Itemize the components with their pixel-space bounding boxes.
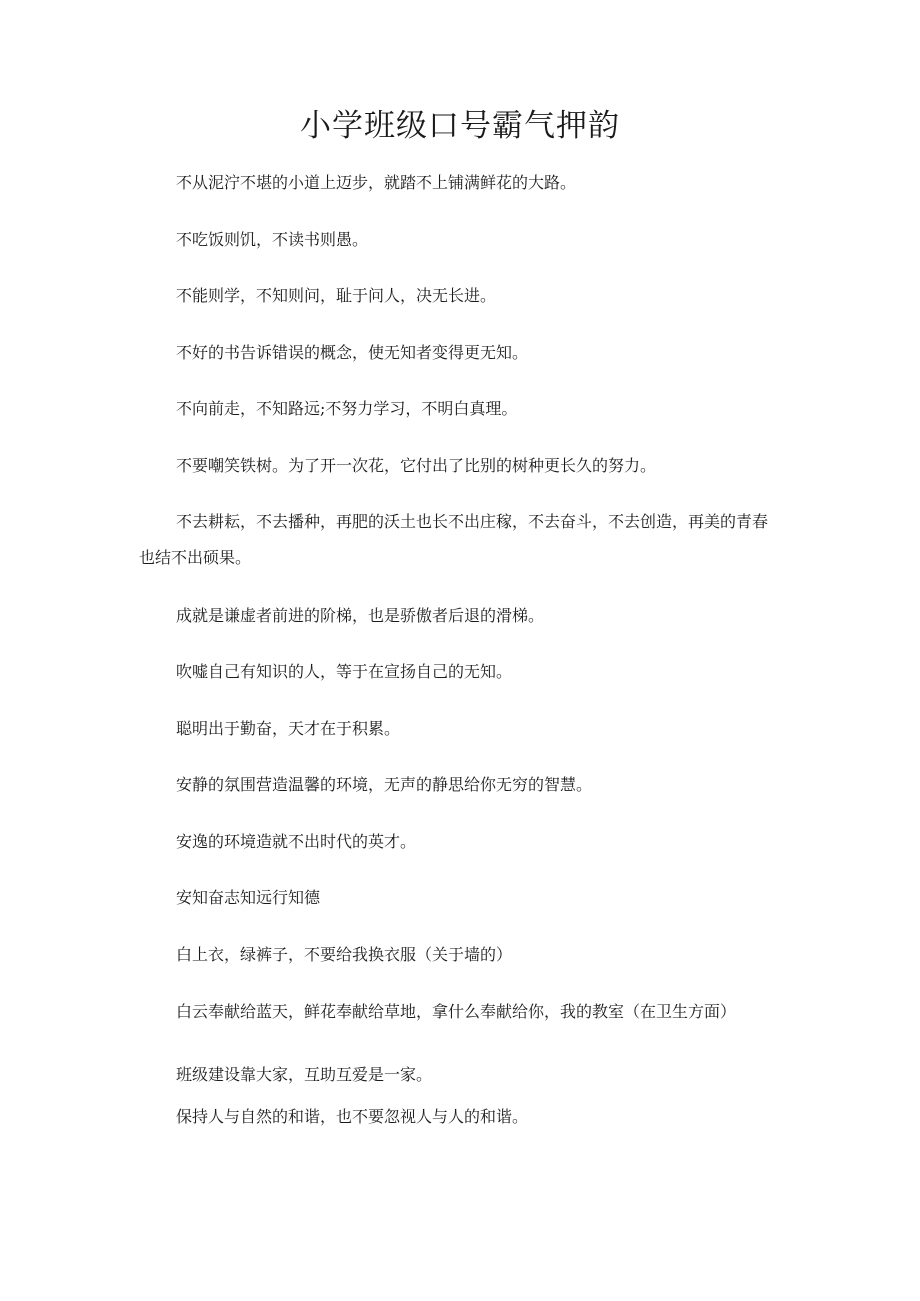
slogan-line-6: 不要嘲笑铁树。为了开一次花，它付出了比别的树种更长久的努力。 [176,456,657,475]
slogan-line-5: 不向前走，不知路远;不努力学习，不明白真理。 [176,399,518,418]
slogan-line-15: 白云奉献给蓝天，鲜花奉献给草地，拿什么奉献给你，我的教室（在卫生方面） [176,1002,737,1021]
slogan-line-8: 成就是谦虚者前进的阶梯，也是骄傲者后退的滑梯。 [176,606,545,625]
document-title: 小学班级口号霸气押韵 [300,108,620,144]
slogan-line-4: 不好的书告诉错误的概念，使无知者变得更无知。 [176,343,529,362]
slogan-line-10: 聪明出于勤奋，天才在于积累。 [176,719,401,738]
slogan-line-17: 保持人与自然的和谐，也不要忽视人与人的和谐。 [176,1107,529,1126]
slogan-line-9: 吹嘘自己有知识的人，等于在宣扬自己的无知。 [176,662,513,681]
slogan-line-7: 不去耕耘，不去播种，再肥的沃土也长不出庄稼，不去奋斗，不去创造，再美的青春也结不出硕果。 [139,512,769,567]
slogan-line-2: 不吃饭则饥，不读书则愚。 [176,230,369,249]
slogan-line-14: 白上衣，绿裤子，不要给我换衣服（关于墙的） [176,945,513,964]
slogan-line-3: 不能则学，不知则问，耻于问人，决无长进。 [176,286,497,305]
slogan-line-16: 班级建设靠大家，互助互爱是一家。 [176,1065,433,1084]
slogan-line-11: 安静的氛围营造温馨的环境，无声的静思给你无穷的智慧。 [176,775,593,794]
slogan-line-1: 不从泥泞不堪的小道上迈步，就踏不上铺满鲜花的大路。 [176,173,577,192]
slogan-line-12: 安逸的环境造就不出时代的英才。 [176,832,417,851]
slogan-line-13: 安知奋志知远行知德 [176,888,321,907]
